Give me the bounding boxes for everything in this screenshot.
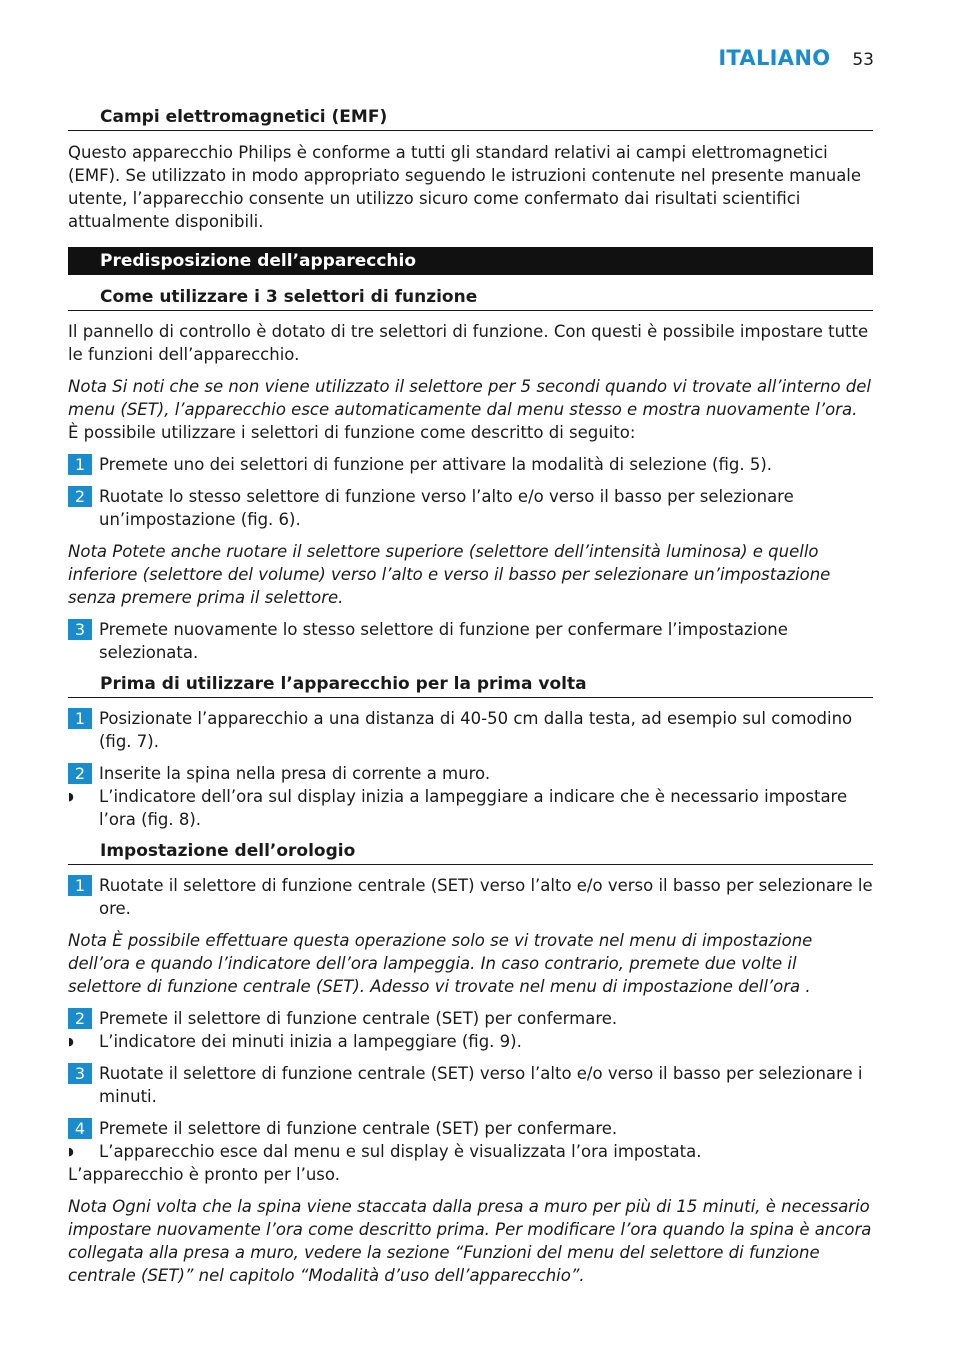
step-text: Ruotate lo stesso selettore di funzione verso l’alto e/o verso il basso per selezionare un’impostazione (fig. 6). bbox=[99, 487, 794, 529]
first-use-step-1 bbox=[68, 707, 873, 753]
result-bullet-icon: ◗ bbox=[68, 1035, 74, 1048]
clock-step-3 bbox=[68, 1062, 873, 1108]
selectors-step-3 bbox=[68, 618, 873, 664]
result-bullet-icon: ◗ bbox=[68, 790, 74, 803]
result-bullet-icon: ◗ bbox=[68, 1145, 74, 1158]
step-number-badge: 3 bbox=[68, 619, 92, 640]
step-number-badge: 4 bbox=[68, 1118, 92, 1139]
result-text: L’indicatore dell’ora sul display inizia a lampeggiare a indicare che è necessario impostare l’ora (fig. 8). bbox=[99, 787, 848, 829]
step-number-badge: 2 bbox=[68, 1008, 92, 1029]
emf-paragraph: Questo apparecchio Philips è conforme a tutti gli standard relativi ai campi elettromagnetici (EMF). Se utilizzato in modo appropriato seguendo le istruzioni contenute nel presente manuale utente, l’apparecchio consente un utilizzo sicuro come confermato dai risultati scientifici attualmente disponibili. bbox=[68, 143, 862, 231]
ready-text: L’apparecchio è pronto per l’uso. bbox=[68, 1165, 340, 1184]
section-heading-clock: Impostazione dell’orologio bbox=[68, 841, 873, 865]
step-text: Premete uno dei selettori di funzione per attivare la modalità di selezione (fig. 5). bbox=[99, 455, 773, 474]
result-text: L’apparecchio esce dal menu e sul display è visualizzata l’ora impostata. bbox=[99, 1142, 702, 1161]
selectors-intro: Il pannello di controllo è dotato di tre selettori di funzione. Con questi è possibile impostare tutte le funzioni dell’apparecchio. bbox=[68, 322, 869, 364]
selectors-step-1 bbox=[68, 453, 873, 476]
section-heading-first-use: Prima di utilizzare l’apparecchio per la prima volta bbox=[68, 674, 873, 698]
selectors-lead: È possibile utilizzare i selettori di funzione come descritto di seguito: bbox=[68, 423, 636, 442]
step-text: Inserite la spina nella presa di corrente a muro. bbox=[99, 764, 491, 783]
step-text: Ruotate il selettore di funzione centrale (SET) verso l’alto e/o verso il basso per selezionare i minuti. bbox=[99, 1064, 863, 1106]
step-number-badge: 2 bbox=[68, 763, 92, 784]
section-heading-selectors: Come utilizzare i 3 selettori di funzione bbox=[68, 287, 873, 311]
step-text: Posizionate l’apparecchio a una distanza di 40-50 cm dalla testa, ad esempio sul comodino (fig. 7). bbox=[99, 709, 853, 751]
page-number: 53 bbox=[852, 50, 874, 70]
clock-step-4 bbox=[68, 1117, 873, 1140]
step-number-badge: 3 bbox=[68, 1063, 92, 1084]
clock-result-4 bbox=[68, 1140, 873, 1163]
step-number-badge: 1 bbox=[68, 454, 92, 475]
step-text: Premete nuovamente lo stesso selettore di funzione per confermare l’impostazione selezionata. bbox=[99, 620, 788, 662]
language-label: ITALIANO bbox=[718, 46, 831, 70]
selectors-step-2 bbox=[68, 485, 873, 531]
first-use-step-2 bbox=[68, 762, 873, 785]
step-text: Premete il selettore di funzione centrale (SET) per confermare. bbox=[99, 1009, 618, 1028]
page-header bbox=[718, 46, 874, 70]
clock-step-1 bbox=[68, 874, 873, 920]
section-heading-emf: Campi elettromagnetici (EMF) bbox=[68, 107, 873, 131]
step-text: Ruotate il selettore di funzione centrale (SET) verso l’alto e/o verso il basso per selezionare le ore. bbox=[99, 876, 873, 918]
step-text: Premete il selettore di funzione centrale (SET) per confermare. bbox=[99, 1119, 618, 1138]
selectors-note-2: Nota Potete anche ruotare il selettore superiore (selettore dell’intensità luminosa) e quello inferiore (selettore del volume) verso l’alto e verso il basso per selezionare un’impostazione senza premere prima il selettore. bbox=[68, 542, 831, 607]
first-use-result-1 bbox=[68, 785, 873, 831]
step-number-badge: 1 bbox=[68, 708, 92, 729]
selectors-note-1: Nota Si noti che se non viene utilizzato il selettore per 5 secondi quando vi trovate all’interno del menu (SET), l’apparecchio esce automaticamente dal menu stesso e mostra nuovamente l’ora. bbox=[68, 377, 872, 419]
clock-note-1: Nota È possibile effettuare questa operazione solo se vi trovate nel menu di impostazione dell’ora e quando l’indicatore dell’ora lampeggia. In caso contrario, premete due volte il selettore di funzione centrale (SET). Adesso vi trovate nel menu di impostazione dell’ora . bbox=[68, 931, 813, 996]
result-text: L’indicatore dei minuti inizia a lampeggiare (fig. 9). bbox=[99, 1032, 522, 1051]
section-bar-setup: Predisposizione dell’apparecchio bbox=[68, 247, 873, 275]
clock-note-2: Nota Ogni volta che la spina viene staccata dalla presa a muro per più di 15 minuti, è necessario impostare nuovamente l’ora come descritto prima. Per modificare l’ora quando la spina è ancora collegata alla presa a muro, vedere la sezione “Funzioni del menu del selettore di funzione centrale (SET)” nel capitolo “Modalità d’uso dell’apparecchio”. bbox=[68, 1197, 872, 1285]
step-number-badge: 2 bbox=[68, 486, 92, 507]
step-number-badge: 1 bbox=[68, 875, 92, 896]
page-content bbox=[68, 107, 873, 1287]
clock-result-2 bbox=[68, 1030, 873, 1053]
clock-step-2 bbox=[68, 1007, 873, 1030]
